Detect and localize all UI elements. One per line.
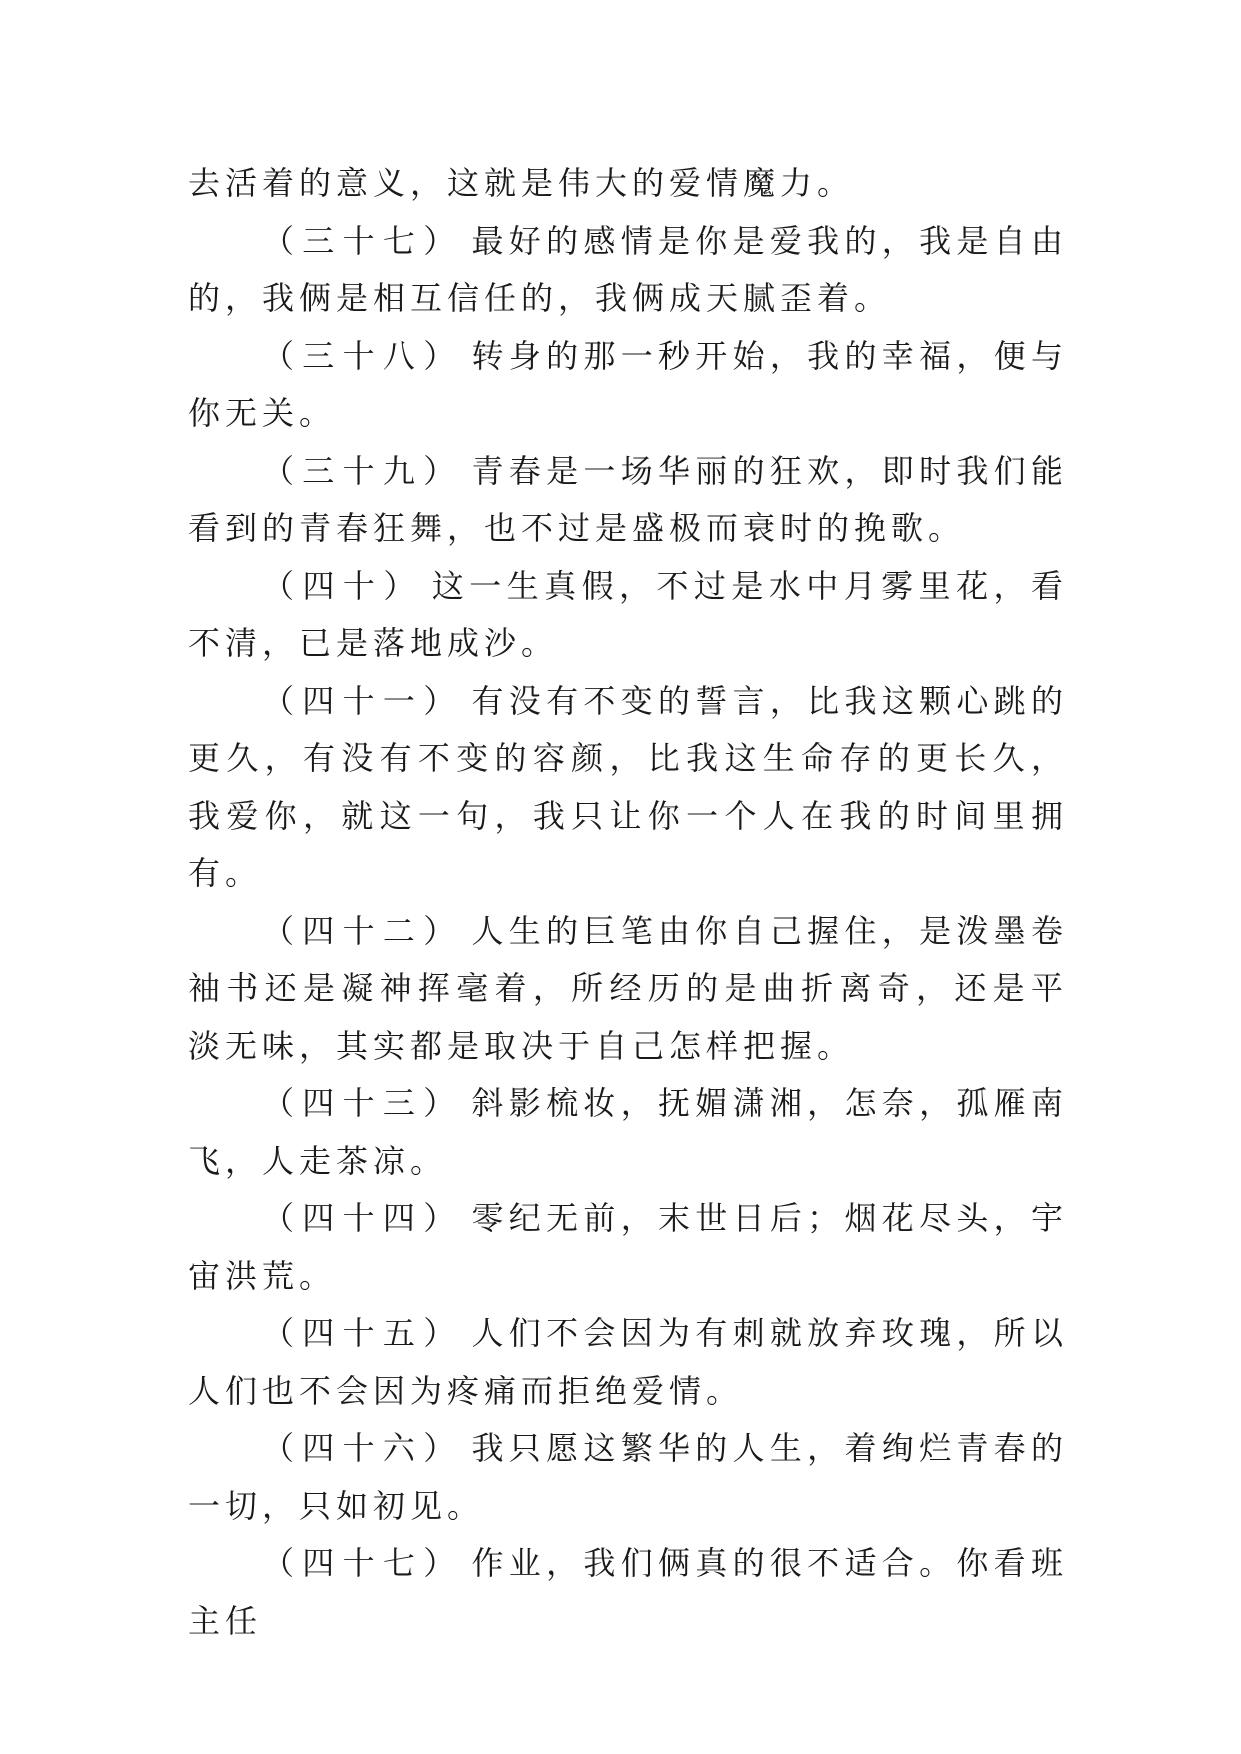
- paragraph-number: （四十五）: [262, 1314, 464, 1352]
- paragraph-number: （三十八）: [262, 336, 464, 375]
- paragraph-text: 青春是一场华丽的狂欢，即时我们能看到的青春狂舞，也不过是盛极而衰时的挽歌。: [188, 451, 1068, 547]
- paragraph-number: （三十七）: [262, 221, 464, 260]
- paragraph-text: 人们不会因为有刺就放弃玫瑰，所以人们也不会因为疼痛而拒绝爱情。: [188, 1314, 1068, 1410]
- paragraph-number: （四十四）: [262, 1199, 464, 1237]
- paragraph-number: （四十六）: [262, 1429, 464, 1467]
- paragraph-43: [188, 1075, 1068, 1190]
- paragraph-38: [188, 328, 1068, 443]
- paragraph-42: [188, 903, 1068, 1076]
- paragraph-text: 人生的巨笔由你自己握住，是泼墨卷袖书还是凝神挥毫着，所经历的是曲折离奇，还是平淡无味，其实都是取决于自己怎样把握。: [188, 911, 1068, 1065]
- paragraph-37: [188, 213, 1068, 328]
- paragraph-number: （四十二）: [262, 911, 464, 950]
- paragraph-text: 有没有不变的誓言，比我这颗心跳的更久，有没有不变的容颜，比我这生命存的更长久，我爱你，就这一句，我只让你一个人在我的时间里拥有。: [188, 681, 1068, 892]
- paragraph-number: （四十）: [262, 566, 424, 605]
- paragraph-47: [188, 1535, 1068, 1650]
- paragraph-45: [188, 1305, 1068, 1420]
- paragraph-39: [188, 443, 1068, 558]
- paragraph-41: [188, 673, 1068, 903]
- paragraph-text: 零纪无前，末世日后；烟花尽头，宇宙洪荒。: [188, 1199, 1068, 1295]
- paragraph-46: [188, 1420, 1068, 1535]
- paragraph-text: 最好的感情是你是爱我的，我是自由的，我俩是相互信任的，我俩成天腻歪着。: [188, 221, 1068, 317]
- paragraph-continuation: [188, 155, 1068, 213]
- paragraph-text: 这一生真假，不过是水中月雾里花，看不清，已是落地成沙。: [188, 566, 1068, 662]
- paragraph-text: 转身的那一秒开始，我的幸福，便与你无关。: [188, 336, 1068, 432]
- paragraph-number: （四十一）: [262, 681, 464, 720]
- body-text: [188, 155, 1068, 1650]
- paragraph-text: 我只愿这繁华的人生，着绚烂青春的一切，只如初见。: [188, 1429, 1068, 1525]
- paragraph-number: （三十九）: [262, 451, 464, 490]
- paragraph-44: [188, 1190, 1068, 1305]
- paragraph-text: 斜影梳妆，抚媚潇湘，怎奈，孤雁南飞，人走茶凉。: [188, 1084, 1068, 1180]
- paragraph-40: [188, 558, 1068, 673]
- paragraph-text: 去活着的意义，这就是伟大的爱情魔力。: [188, 164, 855, 202]
- paragraph-number: （四十三）: [262, 1084, 464, 1122]
- paragraph-text: 作业，我们俩真的很不适合。你看班主任: [188, 1544, 1068, 1640]
- paragraph-number: （四十七）: [262, 1544, 464, 1582]
